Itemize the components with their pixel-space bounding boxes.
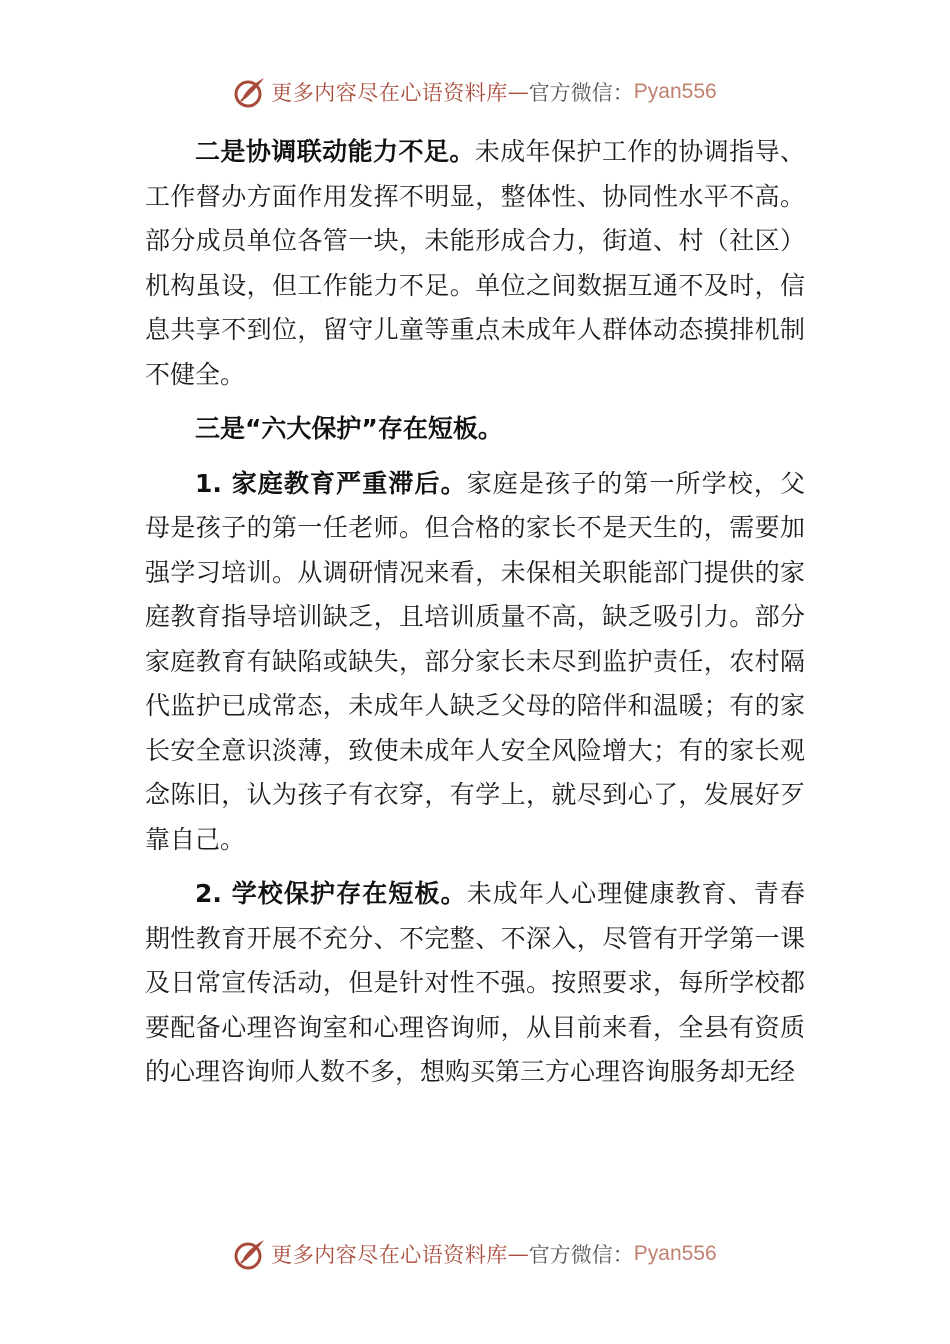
paragraph-school-protection (145, 872, 805, 1095)
paragraph-text: 未成年保护工作的协调指导、工作督办方面作用发挥不明显，整体性、协同性水平不高。部分成员单位各管一块，未能形成合力，街道、村（社区）机构虽设，但工作能力不足。单位之间数据互通不及时，信息共享不到位，留守儿童等重点未成年人群体动态摸排机制不健全。 (145, 137, 805, 389)
quill-logo-icon (233, 75, 267, 109)
footer-banner (0, 1232, 950, 1276)
paragraph-heading: 2. 学校保护存在短板。 (195, 879, 467, 908)
paragraph-coordination (145, 130, 805, 397)
footer-separator: — (507, 1242, 529, 1266)
paragraph-text: 未成年人心理健康教育、青春期性教育开展不充分、不完整、不深入，尽管有开学第一课及日常宣传活动，但是针对性不强。按照要求，每所学校都要配备心理咨询室和心理咨询师，从目前来看，全县有资质的心理咨询师人数不多，想购买第三方心理咨询服务却无经 (145, 879, 805, 1086)
paragraph-family-education (145, 462, 805, 863)
header-wechat-label: 官方微信： (528, 81, 634, 105)
document-body (145, 130, 805, 1105)
header-separator: — (507, 80, 529, 104)
paragraph-heading: 三是“六大保护”存在短板。 (195, 414, 503, 443)
paragraph-text: 家庭是孩子的第一所学校，父母是孩子的第一任老师。但合格的家长不是天生的，需要加强学习培训。从调研情况来看，未保相关职能部门提供的家庭教育指导培训缺乏，且培训质量不高，缺乏吸引力。部分家庭教育有缺陷或缺失，部分家长未尽到监护责任，农村隔代监护已成常态，未成年人缺乏父母的陪伴和温暖；有的家长安全意识淡薄，致使未成年人安全风险增大；有的家长观念陈旧，认为孩子有衣穿，有学上，就尽到心了，发展好歹靠自己。 (145, 468, 805, 854)
footer-site-text: 更多内容尽在心语资料库 (271, 1243, 508, 1267)
header-wechat-id: Pyan556 (633, 80, 717, 103)
paragraph-six-protections (145, 407, 805, 452)
footer-wechat-label: 官方微信： (528, 1243, 634, 1267)
paragraph-heading: 二是协调联动能力不足。 (195, 137, 475, 166)
header-banner (0, 70, 950, 114)
footer-wechat-id: Pyan556 (633, 1242, 717, 1265)
header-site-text: 更多内容尽在心语资料库 (271, 81, 508, 105)
paragraph-heading: 1. 家庭教育严重滞后。 (195, 468, 467, 498)
quill-logo-icon (233, 1237, 267, 1271)
